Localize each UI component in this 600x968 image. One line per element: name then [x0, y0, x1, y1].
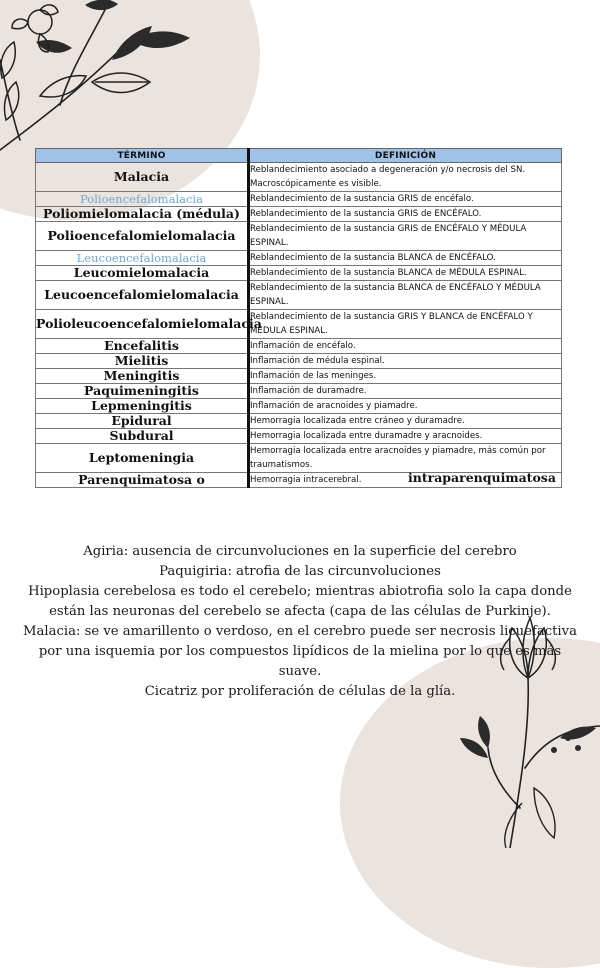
table-row: [36, 369, 562, 384]
table-row: [36, 207, 562, 222]
note-paragraph: Cicatriz por proliferación de células de la glía.: [144, 684, 456, 699]
note-paragraph: Paquigiria: atrofia de las circunvoluciones: [159, 564, 441, 579]
term-cell: Mielitis: [36, 354, 249, 369]
table-row: [36, 429, 562, 444]
definition-cell: Reblandecimiento de la sustancia GRIS de ENCÉFALO Y MÉDULA ESPINAL.: [249, 222, 562, 251]
term-cell: Polioencefalomalacia: [36, 192, 249, 207]
note-paragraph: Malacia: se ve amarillento o verdoso, en el cerebro puede ser necrosis licuefactiva por una isquemia por los compuestos lipídicos de la mielina por lo que es más suave.: [23, 624, 577, 679]
table-row: [36, 192, 562, 207]
term-cell: Epidural: [36, 414, 249, 429]
note-paragraph: Agiria: ausencia de circunvoluciones en la superficie del cerebro: [83, 544, 517, 559]
table-row: [36, 163, 562, 192]
definition-cell: Hemorragia localizada entre duramadre y aracnoides.: [249, 429, 562, 444]
header-term: TÉRMINO: [36, 149, 249, 163]
definition-cell: Reblandecimiento de la sustancia BLANCA de MÉDULA ESPINAL.: [249, 266, 562, 281]
definition-cell: Inflamación de médula espinal.: [249, 354, 562, 369]
definition-cell: Hemorragia localizada entre cráneo y duramadre.: [249, 414, 562, 429]
term-cell: Meningitis: [36, 369, 249, 384]
notes-section: [20, 542, 580, 702]
term-cell: Lepmeningitis: [36, 399, 249, 414]
table-row: [36, 310, 562, 339]
term-cell: Malacia: [36, 163, 249, 192]
term-cell: Leptomeningia: [36, 444, 249, 473]
definition-cell: Inflamación de duramadre.: [249, 384, 562, 399]
definition-cell: Reblandecimiento asociado a degeneración y/o necrosis del SN. Macroscópicamente es visible.: [249, 163, 562, 192]
definition-cell: Reblandecimiento de la sustancia BLANCA de ENCÉFALO Y MÉDULA ESPINAL.: [249, 281, 562, 310]
definition-cell: [249, 470, 562, 488]
definition-cell: Reblandecimiento de la sustancia GRIS Y BLANCA de ENCÉFALO Y MÉDULA ESPINAL.: [249, 310, 562, 339]
definition-cell: Hemorragia localizada entre aracnoides y piamadre, más común por traumatismos.: [249, 444, 562, 473]
term-cell: Leucoencefalomielomalacia: [36, 281, 249, 310]
definition-cell: Inflamación de aracnoides y piamadre.: [249, 399, 562, 414]
table-row: [36, 222, 562, 251]
definition-cell: Reblandecimiento de la sustancia GRIS de encéfalo.: [249, 192, 562, 207]
term-overflow-text: intraparenquimatosa: [408, 470, 556, 485]
term-cell: Polioencefalomielomalacia: [36, 222, 249, 251]
header-definition: DEFINICIÓN: [249, 149, 562, 163]
table-row: [36, 414, 562, 429]
term-cell: Encefalitis: [36, 339, 249, 354]
table-row: [36, 399, 562, 414]
table-row: [36, 473, 562, 488]
table-row: [36, 281, 562, 310]
table-row: [36, 266, 562, 281]
term-cell: Paquimeningitis: [36, 384, 249, 399]
terms-table: [35, 148, 562, 488]
definition-text: Hemorragia intracerebral.: [250, 475, 362, 485]
definition-cell: Inflamación de las meninges.: [249, 369, 562, 384]
definition-cell: Inflamación de encéfalo.: [249, 339, 562, 354]
term-cell: Poliomielomalacia (médula): [36, 207, 249, 222]
term-cell: Leucoencefalomalacia: [36, 251, 249, 266]
term-cell: Leucomielomalacia: [36, 266, 249, 281]
table-row: [36, 339, 562, 354]
definition-cell: Reblandecimiento de la sustancia BLANCA de ENCÉFALO.: [249, 251, 562, 266]
table-row: [36, 384, 562, 399]
note-paragraph: Hipoplasia cerebelosa es todo el cerebelo; mientras abiotrofia solo la capa donde están las neuronas del cerebelo se afecta (capa de las células de Purkinje).: [28, 584, 572, 619]
term-cell: Subdural: [36, 429, 249, 444]
definition-cell: Reblandecimiento de la sustancia GRIS de ENCÉFALO.: [249, 207, 562, 222]
term-cell: Polioleucoencefalomielomalacia: [36, 310, 249, 339]
table-header-row: [36, 149, 562, 163]
term-cell: Parenquimatosa o: [36, 473, 249, 488]
table-row: [36, 444, 562, 473]
table-row: [36, 251, 562, 266]
table-row: [36, 354, 562, 369]
